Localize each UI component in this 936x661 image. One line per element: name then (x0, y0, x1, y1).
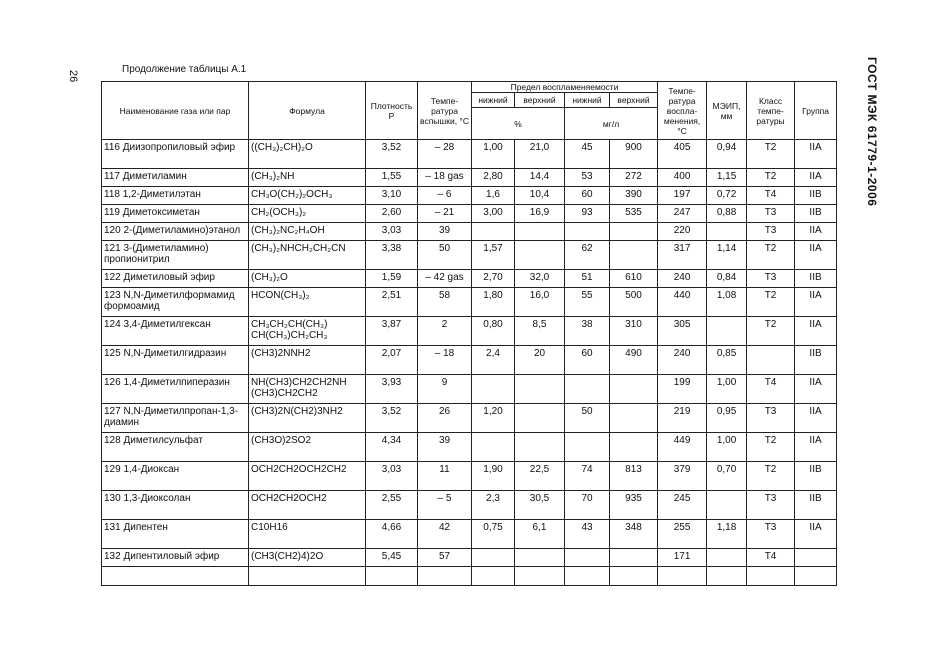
cell-name: 127 N,N-Диметилпропан-1,3-диамин (102, 404, 249, 433)
cell-name: 123 N,N-Диметилформамид формоамид (102, 288, 249, 317)
table-row (102, 169, 837, 187)
table-row (102, 462, 837, 491)
empty-cell (707, 567, 747, 586)
cell-flash-point: – 28 (418, 140, 472, 169)
cell-density: 2,60 (366, 205, 418, 223)
cell-lower-pct: 3,00 (472, 205, 515, 223)
cell-group: IIA (795, 140, 837, 169)
cell-formula: ((CH₃)₂CH)₂O (249, 140, 366, 169)
cell-temp-class: T2 (747, 433, 795, 462)
cell-temp-class: T2 (747, 241, 795, 270)
table-row (102, 241, 837, 270)
empty-cell (565, 567, 610, 586)
header-lower-pct: нижний (472, 93, 515, 108)
cell-ignition-temp: 245 (658, 491, 707, 520)
header-unit-percent: % (472, 108, 565, 140)
empty-cell (795, 567, 837, 586)
cell-density: 5,45 (366, 549, 418, 567)
cell-group: IIB (795, 462, 837, 491)
cell-meip: 0,70 (707, 462, 747, 491)
cell-lower-pct: 0,75 (472, 520, 515, 549)
cell-temp-class: T3 (747, 223, 795, 241)
cell-upper-mgl (610, 433, 658, 462)
cell-group: IIB (795, 187, 837, 205)
table-row (102, 375, 837, 404)
cell-density: 3,38 (366, 241, 418, 270)
header-group: Группа (795, 82, 837, 140)
header-formula: Формула (249, 82, 366, 140)
cell-meip: 1,08 (707, 288, 747, 317)
cell-ignition-temp: 317 (658, 241, 707, 270)
table-row (102, 270, 837, 288)
cell-formula: CH₃CH₂CH(CH₃) CH(CH₃)CH₂CH₃ (249, 317, 366, 346)
cell-formula: OCH2CH2OCH2 (249, 491, 366, 520)
table-row (102, 346, 837, 375)
cell-lower-pct: 1,00 (472, 140, 515, 169)
cell-meip: 1,14 (707, 241, 747, 270)
cell-name: 122 Диметиловый эфир (102, 270, 249, 288)
cell-flash-point: 50 (418, 241, 472, 270)
cell-density: 4,66 (366, 520, 418, 549)
cell-upper-mgl: 272 (610, 169, 658, 187)
standard-code: ГОСТ МЭК 61779-1-2006 (865, 57, 879, 207)
cell-name: 121 3-(Диметиламино) пропионитрил (102, 241, 249, 270)
cell-ignition-temp: 400 (658, 169, 707, 187)
cell-temp-class: T4 (747, 187, 795, 205)
cell-lower-mgl: 53 (565, 169, 610, 187)
cell-upper-mgl (610, 375, 658, 404)
cell-group: IIA (795, 404, 837, 433)
cell-temp-class: T3 (747, 491, 795, 520)
cell-name: 128 Диметилсульфат (102, 433, 249, 462)
cell-group: IIB (795, 205, 837, 223)
cell-lower-pct: 1,6 (472, 187, 515, 205)
header-flammability-limits: Предел воспламеняемости (472, 82, 658, 93)
cell-lower-pct: 2,70 (472, 270, 515, 288)
cell-upper-mgl: 900 (610, 140, 658, 169)
cell-flash-point: 42 (418, 520, 472, 549)
cell-group: IIA (795, 223, 837, 241)
cell-density: 3,52 (366, 140, 418, 169)
cell-meip: 0,84 (707, 270, 747, 288)
cell-density: 1,59 (366, 270, 418, 288)
cell-upper-mgl: 490 (610, 346, 658, 375)
cell-group: IIB (795, 270, 837, 288)
cell-upper-pct: 14,4 (515, 169, 565, 187)
cell-temp-class: T2 (747, 462, 795, 491)
cell-temp-class: T2 (747, 317, 795, 346)
cell-formula: CH₃O(CH₂)₂OCH₃ (249, 187, 366, 205)
cell-upper-pct: 6,1 (515, 520, 565, 549)
cell-lower-mgl (565, 549, 610, 567)
cell-lower-mgl: 43 (565, 520, 610, 549)
cell-ignition-temp: 220 (658, 223, 707, 241)
cell-upper-pct (515, 375, 565, 404)
cell-meip: 1,18 (707, 520, 747, 549)
cell-flash-point: 11 (418, 462, 472, 491)
table-row (102, 288, 837, 317)
cell-group: IIA (795, 520, 837, 549)
cell-density: 4,34 (366, 433, 418, 462)
cell-formula: (CH₃)₂O (249, 270, 366, 288)
cell-name: 116 Диизопропиловый эфир (102, 140, 249, 169)
cell-flash-point: – 42 gas (418, 270, 472, 288)
cell-lower-mgl: 60 (565, 187, 610, 205)
cell-ignition-temp: 171 (658, 549, 707, 567)
cell-upper-mgl: 935 (610, 491, 658, 520)
empty-cell (472, 567, 515, 586)
cell-lower-pct: 1,90 (472, 462, 515, 491)
empty-cell (102, 567, 249, 586)
cell-temp-class: T4 (747, 375, 795, 404)
cell-lower-pct (472, 375, 515, 404)
cell-upper-mgl: 500 (610, 288, 658, 317)
cell-lower-pct: 1,80 (472, 288, 515, 317)
cell-meip (707, 317, 747, 346)
cell-temp-class: T3 (747, 404, 795, 433)
cell-upper-pct: 16,9 (515, 205, 565, 223)
cell-upper-pct (515, 433, 565, 462)
cell-upper-pct: 21,0 (515, 140, 565, 169)
cell-temp-class: T2 (747, 140, 795, 169)
cell-group: IIA (795, 169, 837, 187)
cell-density: 3,10 (366, 187, 418, 205)
cell-lower-pct (472, 549, 515, 567)
cell-temp-class: T2 (747, 169, 795, 187)
cell-upper-pct (515, 549, 565, 567)
table-row (102, 223, 837, 241)
header-upper-pct: верхний (515, 93, 565, 108)
cell-upper-pct (515, 241, 565, 270)
cell-name: 129 1,4-Диоксан (102, 462, 249, 491)
cell-meip: 1,00 (707, 433, 747, 462)
table-row (102, 404, 837, 433)
cell-lower-mgl: 62 (565, 241, 610, 270)
cell-lower-mgl: 55 (565, 288, 610, 317)
cell-density: 3,52 (366, 404, 418, 433)
cell-lower-pct: 1,57 (472, 241, 515, 270)
cell-density: 1,55 (366, 169, 418, 187)
cell-temp-class: T3 (747, 205, 795, 223)
cell-meip: 0,85 (707, 346, 747, 375)
cell-upper-pct (515, 404, 565, 433)
cell-upper-pct: 8,5 (515, 317, 565, 346)
cell-ignition-temp: 199 (658, 375, 707, 404)
table-row (102, 205, 837, 223)
cell-flash-point: – 18 (418, 346, 472, 375)
cell-flash-point: 39 (418, 433, 472, 462)
cell-name: 119 Диметоксиметан (102, 205, 249, 223)
empty-cell (249, 567, 366, 586)
table-row (102, 520, 837, 549)
cell-group: IIA (795, 241, 837, 270)
table-continuation-title: Продолжение таблицы А.1 (122, 64, 247, 75)
cell-upper-pct: 10,4 (515, 187, 565, 205)
table-row (102, 317, 837, 346)
cell-lower-mgl: 60 (565, 346, 610, 375)
cell-group (795, 549, 837, 567)
empty-cell (515, 567, 565, 586)
cell-lower-mgl: 70 (565, 491, 610, 520)
cell-meip (707, 491, 747, 520)
cell-formula: OCH2CH2OCH2CH2 (249, 462, 366, 491)
cell-formula: HCON(CH₃)₂ (249, 288, 366, 317)
cell-density: 2,51 (366, 288, 418, 317)
cell-lower-mgl (565, 223, 610, 241)
cell-formula: CH₂(OCH₃)₂ (249, 205, 366, 223)
cell-lower-mgl (565, 375, 610, 404)
cell-lower-mgl (565, 433, 610, 462)
cell-name: 124 3,4-Диметилгексан (102, 317, 249, 346)
cell-density: 3,87 (366, 317, 418, 346)
page-number: 26 (67, 70, 79, 83)
cell-formula: (CH₃)₂NC₂H₄OH (249, 223, 366, 241)
header-meip: МЭИП, мм (707, 82, 747, 140)
cell-lower-pct: 2,4 (472, 346, 515, 375)
cell-name: 118 1,2-Диметилэтан (102, 187, 249, 205)
cell-name: 131 Дипентен (102, 520, 249, 549)
empty-cell (658, 567, 707, 586)
cell-name: 130 1,3-Диоксолан (102, 491, 249, 520)
cell-flash-point: 26 (418, 404, 472, 433)
cell-upper-mgl (610, 404, 658, 433)
cell-flash-point: 2 (418, 317, 472, 346)
cell-upper-mgl: 813 (610, 462, 658, 491)
cell-flash-point: – 5 (418, 491, 472, 520)
table-row (102, 187, 837, 205)
table-row (102, 491, 837, 520)
cell-ignition-temp: 305 (658, 317, 707, 346)
cell-flash-point: 58 (418, 288, 472, 317)
cell-density: 2,55 (366, 491, 418, 520)
table-header (102, 82, 837, 140)
cell-upper-mgl: 390 (610, 187, 658, 205)
cell-lower-pct (472, 433, 515, 462)
cell-flash-point: – 21 (418, 205, 472, 223)
cell-group: IIB (795, 491, 837, 520)
cell-meip: 1,15 (707, 169, 747, 187)
cell-density: 2,07 (366, 346, 418, 375)
cell-temp-class: T4 (747, 549, 795, 567)
cell-meip (707, 223, 747, 241)
cell-upper-mgl (610, 549, 658, 567)
cell-lower-pct: 0,80 (472, 317, 515, 346)
cell-group: IIA (795, 433, 837, 462)
cell-temp-class: T2 (747, 288, 795, 317)
cell-group: IIA (795, 288, 837, 317)
cell-lower-pct: 2,80 (472, 169, 515, 187)
header-temp-class: Класс темпе- ратуры (747, 82, 795, 140)
cell-upper-mgl: 535 (610, 205, 658, 223)
table-body (102, 140, 837, 586)
cell-upper-mgl (610, 223, 658, 241)
cell-name: 117 Диметиламин (102, 169, 249, 187)
cell-lower-mgl: 50 (565, 404, 610, 433)
header-name: Наименование газа или пар (102, 82, 249, 140)
cell-lower-mgl: 93 (565, 205, 610, 223)
cell-ignition-temp: 247 (658, 205, 707, 223)
cell-ignition-temp: 449 (658, 433, 707, 462)
cell-ignition-temp: 219 (658, 404, 707, 433)
cell-group: IIA (795, 317, 837, 346)
header-density: Плотность P (366, 82, 418, 140)
cell-upper-pct: 32,0 (515, 270, 565, 288)
cell-lower-mgl: 45 (565, 140, 610, 169)
cell-flash-point: 9 (418, 375, 472, 404)
cell-ignition-temp: 255 (658, 520, 707, 549)
cell-ignition-temp: 440 (658, 288, 707, 317)
cell-lower-pct: 1,20 (472, 404, 515, 433)
header-ignition-temp: Темпе- ратура воспла- менения, °С (658, 82, 707, 140)
cell-group: IIA (795, 375, 837, 404)
cell-group: IIB (795, 346, 837, 375)
cell-lower-mgl: 74 (565, 462, 610, 491)
cell-temp-class: T3 (747, 270, 795, 288)
cell-name: 126 1,4-Диметилпиперазин (102, 375, 249, 404)
cell-meip: 1,00 (707, 375, 747, 404)
cell-formula: (CH3)2NNH2 (249, 346, 366, 375)
table-row (102, 140, 837, 169)
empty-cell (418, 567, 472, 586)
cell-ignition-temp: 197 (658, 187, 707, 205)
cell-upper-mgl: 348 (610, 520, 658, 549)
cell-meip: 0,94 (707, 140, 747, 169)
cell-meip: 0,88 (707, 205, 747, 223)
cell-meip: 0,72 (707, 187, 747, 205)
cell-upper-pct (515, 223, 565, 241)
cell-formula: C10H16 (249, 520, 366, 549)
cell-temp-class (747, 346, 795, 375)
cell-name: 132 Дипентиловый эфир (102, 549, 249, 567)
cell-flash-point: 57 (418, 549, 472, 567)
cell-density: 3,03 (366, 462, 418, 491)
table-row (102, 433, 837, 462)
cell-formula: (CH3O)2SO2 (249, 433, 366, 462)
cell-upper-mgl: 310 (610, 317, 658, 346)
cell-density: 3,93 (366, 375, 418, 404)
header-lower-mgl: нижний (565, 93, 610, 108)
empty-cell (610, 567, 658, 586)
cell-lower-pct: 2,3 (472, 491, 515, 520)
cell-name: 125 N,N-Диметилгидразин (102, 346, 249, 375)
cell-flash-point: – 6 (418, 187, 472, 205)
cell-density: 3,03 (366, 223, 418, 241)
cell-meip: 0,95 (707, 404, 747, 433)
header-upper-mgl: верхний (610, 93, 658, 108)
cell-upper-pct: 20 (515, 346, 565, 375)
table-row-empty (102, 567, 837, 586)
cell-formula: (CH3)2N(CH2)3NH2 (249, 404, 366, 433)
cell-ignition-temp: 379 (658, 462, 707, 491)
cell-upper-pct: 22,5 (515, 462, 565, 491)
cell-upper-mgl (610, 241, 658, 270)
cell-lower-pct (472, 223, 515, 241)
table-row (102, 549, 837, 567)
header-flash-point: Темпе- ратура вспышки, °С (418, 82, 472, 140)
cell-formula: NH(CH3)CH2CH2NH (CH3)CH2CH2 (249, 375, 366, 404)
cell-formula: (CH₃)₂NHCH₂CH₂CN (249, 241, 366, 270)
header-unit-mgl: мг/л (565, 108, 658, 140)
cell-ignition-temp: 240 (658, 346, 707, 375)
cell-flash-point: 39 (418, 223, 472, 241)
cell-lower-mgl: 51 (565, 270, 610, 288)
cell-meip (707, 549, 747, 567)
cell-temp-class: T3 (747, 520, 795, 549)
cell-upper-pct: 16,0 (515, 288, 565, 317)
empty-cell (366, 567, 418, 586)
cell-upper-pct: 30,5 (515, 491, 565, 520)
empty-cell (747, 567, 795, 586)
cell-lower-mgl: 38 (565, 317, 610, 346)
cell-formula: (CH3(CH2)4)2O (249, 549, 366, 567)
cell-name: 120 2-(Диметиламино)этанол (102, 223, 249, 241)
cell-flash-point: – 18 gas (418, 169, 472, 187)
gas-properties-table (101, 81, 837, 586)
cell-ignition-temp: 405 (658, 140, 707, 169)
cell-upper-mgl: 610 (610, 270, 658, 288)
cell-ignition-temp: 240 (658, 270, 707, 288)
cell-formula: (CH₃)₂NH (249, 169, 366, 187)
